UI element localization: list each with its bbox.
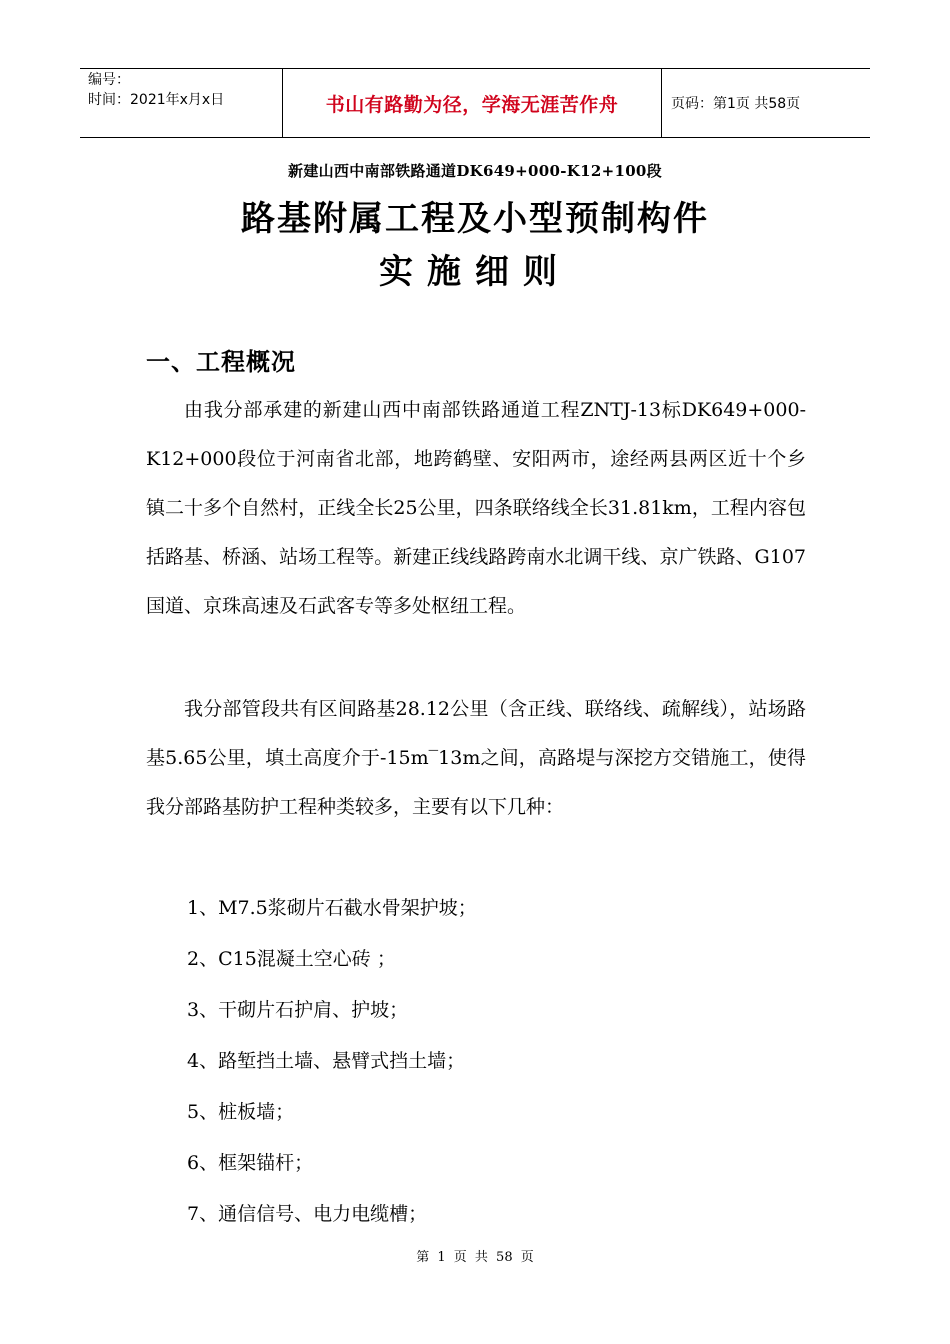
motto-text: 书山有路勤为径，学海无涯苦作舟: [325, 93, 619, 116]
header-table: [80, 68, 870, 138]
list-item: 5、桩板墙；: [187, 1101, 295, 1123]
paragraph-scope: 我分部管段共有区间路基28.12公里（含正线、联络线、疏解线），站场路基5.65公里，填土高度介于-15m‾13m之间，高路堤与深挖方交错施工，使得我分部路基防护工程种类较多，主要有以下几种：: [146, 698, 806, 818]
list-item: 1、M7.5浆砌片石截水骨架护坡；: [187, 897, 477, 919]
protection-types-list: [187, 883, 477, 1240]
page-info: 页码：第1页 共58页: [671, 96, 801, 112]
list-item: 7、通信信号、电力电缆槽；: [187, 1203, 428, 1225]
list-item: 3、干砌片石护肩、护坡；: [187, 999, 409, 1021]
paragraph-overview: 由我分部承建的新建山西中南部铁路通道工程ZNTJ-13标DK649+000-K12+000段位于河南省北部，地跨鹤壁、安阳两市，途经两县两区近十个乡镇二十多个自然村，正线全长25公里，四条联络线全长31.81km，工程内容包括路基、桥涵、站场工程等。新建正线线路跨南水北调干线、京广铁路、G107国道、京珠高速及石武客专等多处枢纽工程。: [146, 399, 806, 617]
document-title-line2: 实施细则: [379, 252, 571, 292]
list-item: 6、框架锚杆；: [187, 1152, 314, 1174]
page-footer: 第 1 页 共 58 页: [416, 1250, 534, 1265]
list-item: 4、路堑挡土墙、悬臂式挡土墙；: [187, 1050, 466, 1072]
header-meta: [80, 69, 282, 137]
number-label: 编号：: [88, 72, 130, 88]
list-item: 2、C15混凝土空心砖 ；: [187, 948, 396, 970]
time-label: 时间：2021年x月x日: [88, 92, 225, 108]
section-heading: 一、工程概况: [146, 348, 296, 376]
document-title-line1: 路基附属工程及小型预制构件: [241, 199, 709, 239]
header-motto-cell: [282, 69, 662, 137]
document-subtitle: 新建山西中南部铁路通道DK649+000-K12+100段: [288, 162, 662, 180]
